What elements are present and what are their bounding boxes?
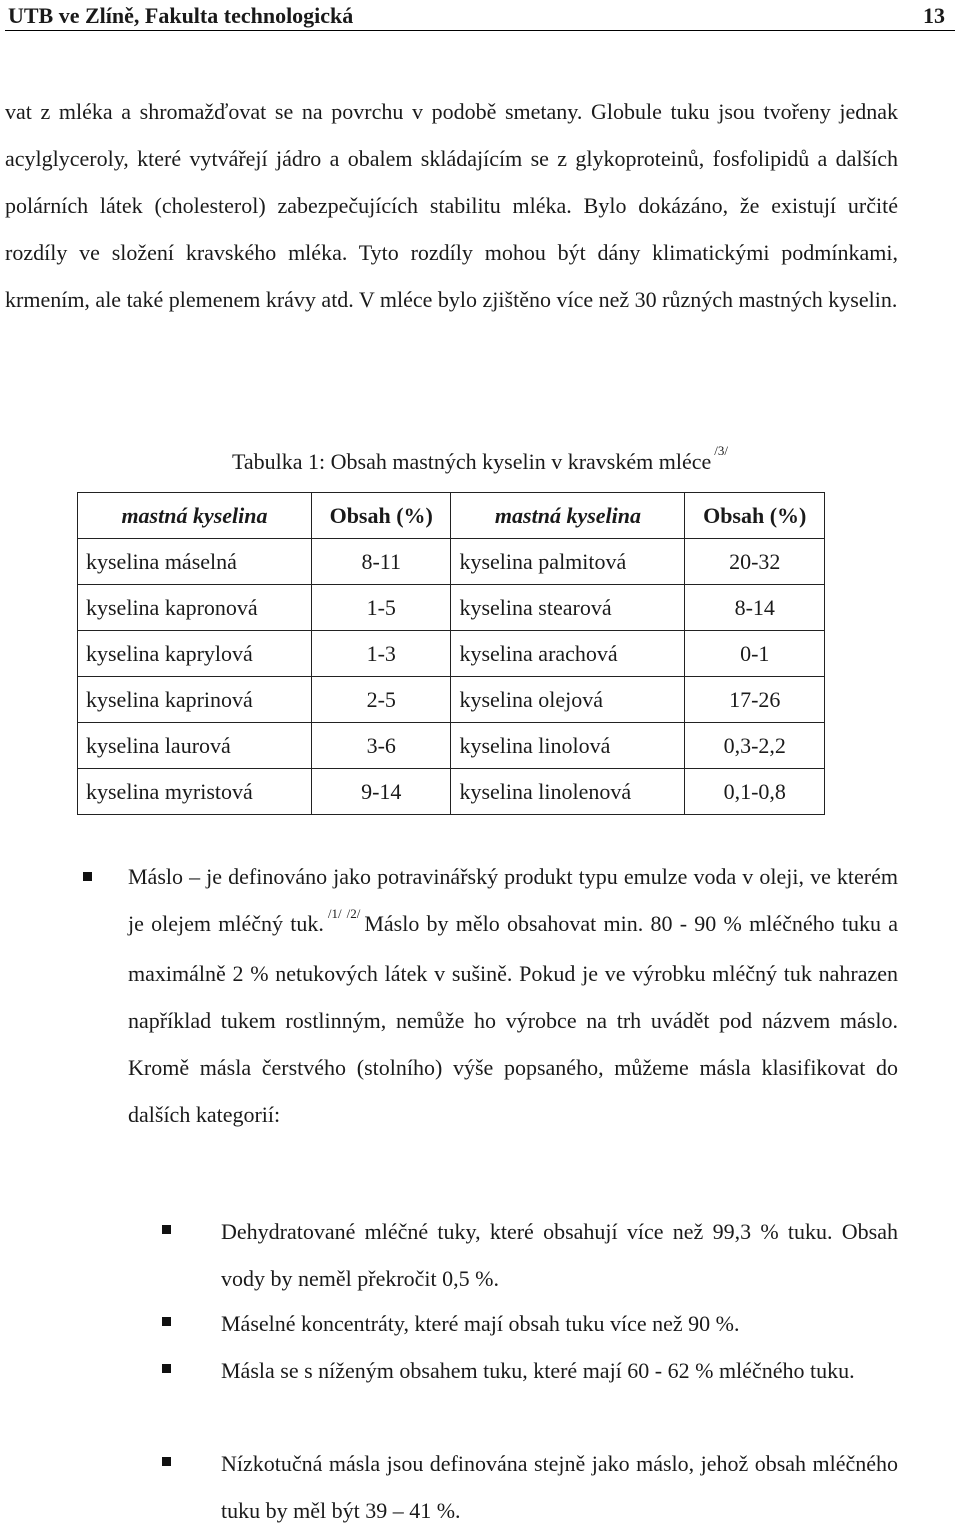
list-item-text: Nízkotučná másla jsou definována stejně jako máslo, jehož obsah mléčného tuku by měl být 39 – 41 %.: [221, 1451, 898, 1523]
acid-content: 0,1-0,8: [685, 769, 825, 815]
table-caption-text: Tabulka 1: Obsah mastných kyselin v kravském mléce: [231, 449, 712, 474]
page-header: [5, 0, 955, 31]
header-title: UTB ve Zlíně, Fakulta technologická: [8, 3, 354, 28]
table-header-row: [78, 493, 825, 539]
table-row: [78, 677, 825, 723]
acid-name: kyselina linolová: [451, 723, 685, 769]
butter-definition: [128, 853, 898, 1138]
list-item-text: Máselné koncentráty, které mají obsah tuku více než 90 %.: [221, 1311, 740, 1336]
square-bullet-icon: [162, 1457, 171, 1466]
acid-name: kyselina stearová: [451, 585, 685, 631]
acid-content: 8-11: [311, 539, 451, 585]
acid-content: 9-14: [311, 769, 451, 815]
square-bullet-icon: [83, 872, 92, 881]
acid-content: 20-32: [685, 539, 825, 585]
table-caption: [0, 440, 960, 487]
header-content-2: Obsah (%): [685, 493, 825, 539]
square-bullet-icon: [162, 1364, 171, 1373]
acid-content: 0,3-2,2: [685, 723, 825, 769]
list-item-text: Dehydratované mléčné tuky, které obsahují více než 99,3 % tuku. Obsah vody by neměl překročit 0,5 %.: [221, 1219, 898, 1291]
acid-name: kyselina kaprylová: [78, 631, 312, 677]
acid-content: 1-5: [311, 585, 451, 631]
acid-name: kyselina arachová: [451, 631, 685, 677]
list-item: [221, 1440, 898, 1534]
acid-name: kyselina linolenová: [451, 769, 685, 815]
list-item-text: Másla se s níženým obsahem tuku, které mají 60 - 62 % mléčného tuku.: [221, 1358, 855, 1383]
acid-content: 3-6: [311, 723, 451, 769]
list-item: [221, 1347, 898, 1394]
butter-definition-text: [128, 853, 898, 1138]
fatty-acid-table: [77, 492, 825, 815]
acid-content: 1-3: [311, 631, 451, 677]
table-row: [78, 585, 825, 631]
butter-definition-part-b: Máslo by mělo obsahovat min. 80 - 90 % mléčného tuku a maximálně 2 % netukových látek v sušině. Pokud je ve výrobku mléčný tuk nahrazen například tukem rostlinným, nemůže ho výrobce na trh uvádět pod názvem máslo. Kromě másla čerstvého (stolního) výše popsaného, můžeme másla klasifikovat do dalších kategorií:: [128, 911, 899, 1127]
butter-definition-ref: /1/ /2/: [327, 906, 361, 921]
acid-name: kyselina palmitová: [451, 539, 685, 585]
table-row: [78, 539, 825, 585]
table-row: [78, 631, 825, 677]
acid-name: kyselina olejová: [451, 677, 685, 723]
header-acid-name-1: mastná kyselina: [78, 493, 312, 539]
acid-name: kyselina myristová: [78, 769, 312, 815]
acid-name: kyselina kapronová: [78, 585, 312, 631]
intro-paragraph: vat z mléka a shromažďovat se na povrchu v podobě smetany. Globule tuku jsou tvořeny jednak acylglyceroly, které vytvářejí jádro a obalem skládajícím se z glykoproteinů, fosfolipidů a dalších polárních látek (cholesterol) zabezpečujících stabilitu mléka. Bylo dokázáno, že existují určité rozdíly ve složení kravského mléka. Tyto rozdíly mohou být dány klimatickými podmínkami, krmením, ale také plemenem krávy atd. V mléce bylo zjištěno více než 30 různých mastných kyselin.: [5, 99, 898, 312]
square-bullet-icon: [162, 1225, 171, 1234]
butter-definition-part-a: Máslo – je definováno jako potravinářský produkt typu emulze voda v oleji, ve kterém je olejem mléčný tuk.: [128, 864, 898, 936]
square-bullet-icon: [162, 1317, 171, 1326]
acid-content: 0-1: [685, 631, 825, 677]
header-acid-name-2: mastná kyselina: [451, 493, 685, 539]
acid-name: kyselina máselná: [78, 539, 312, 585]
header-content-1: Obsah (%): [311, 493, 451, 539]
list-item: [221, 1300, 898, 1347]
table-row: [78, 723, 825, 769]
list-item: [221, 1208, 898, 1302]
acid-content: 8-14: [685, 585, 825, 631]
acid-content: 2-5: [311, 677, 451, 723]
acid-name: kyselina kaprinová: [78, 677, 312, 723]
page-number: 13: [923, 3, 945, 28]
acid-content: 17-26: [685, 677, 825, 723]
table-caption-ref: /3/: [714, 443, 729, 458]
acid-name: kyselina laurová: [78, 723, 312, 769]
table-row: [78, 769, 825, 815]
